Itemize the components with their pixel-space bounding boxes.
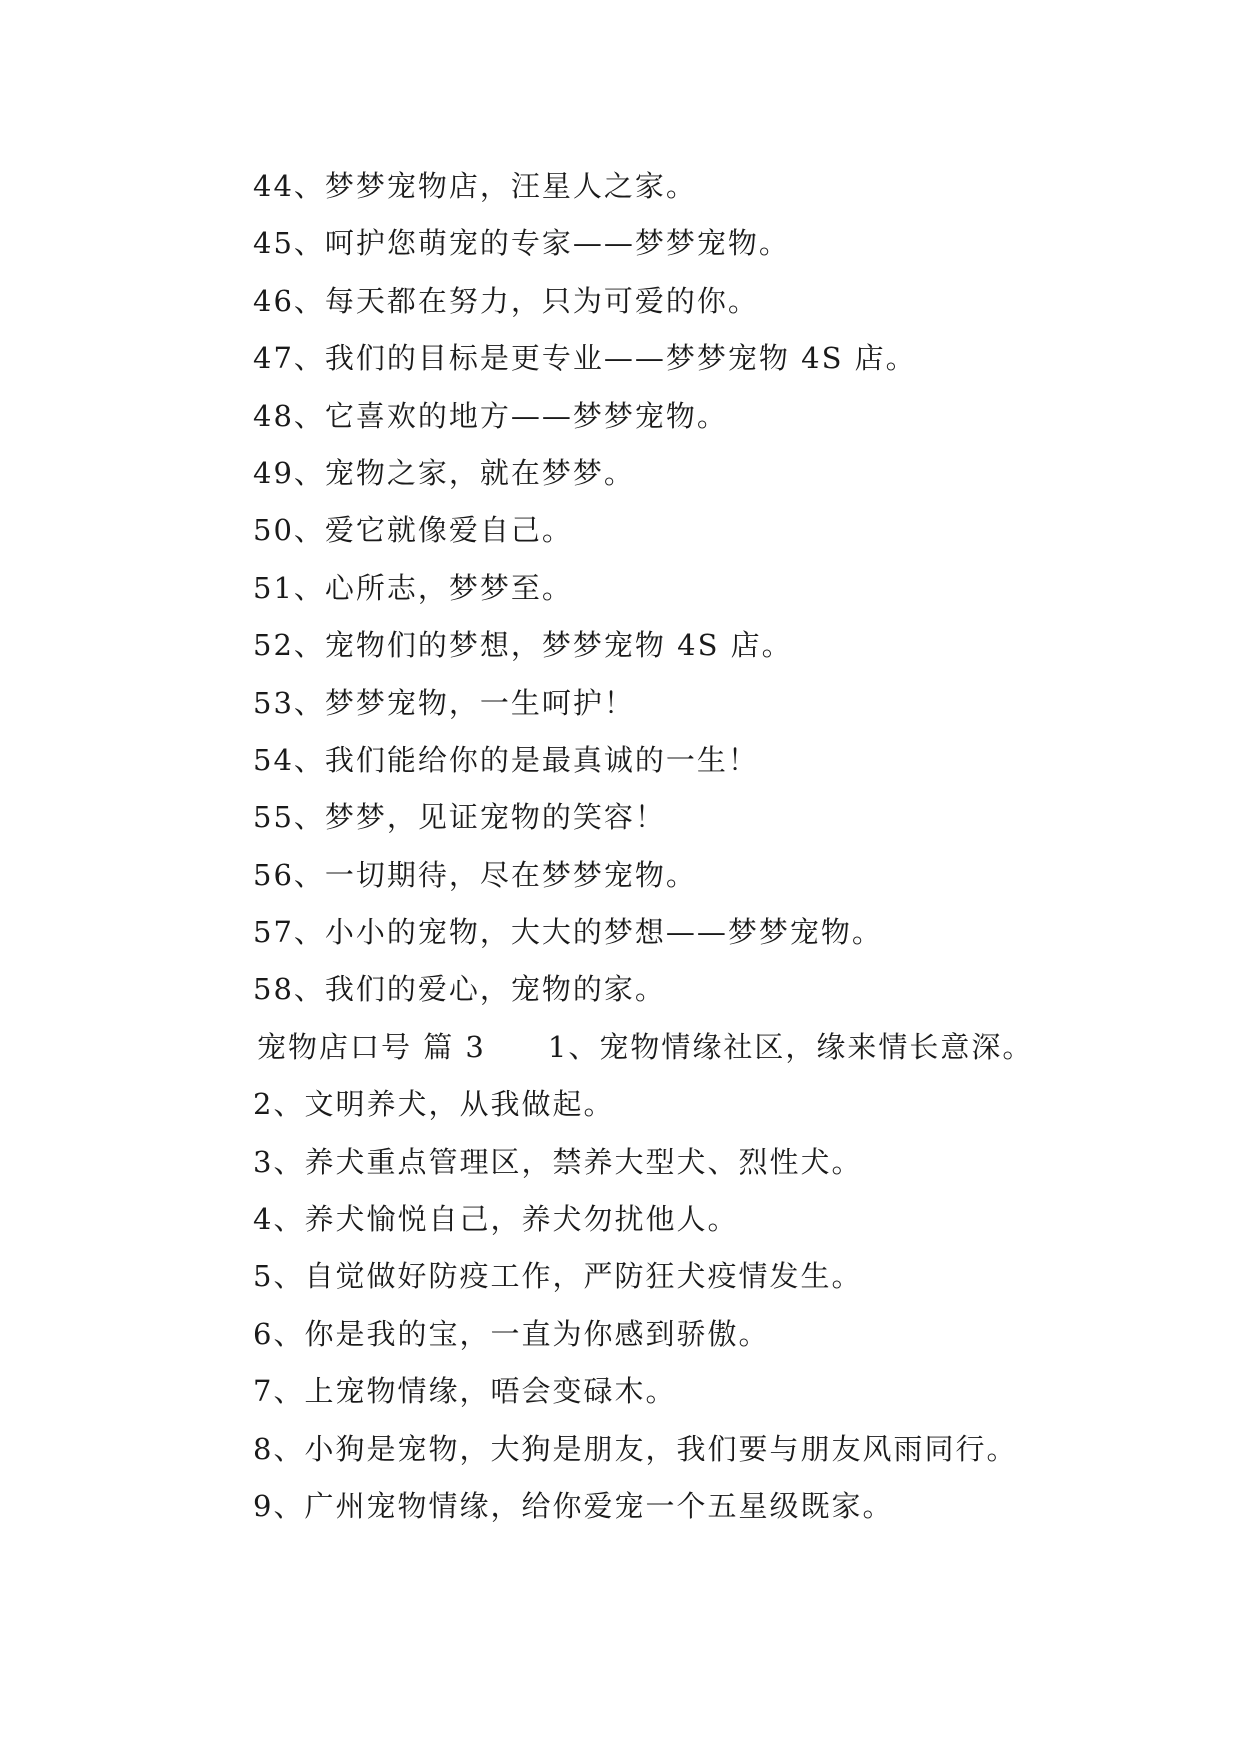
list-item: 47、我们的目标是更专业——梦梦宠物 4S 店。 — [253, 341, 917, 376]
list-item: 58、我们的爱心，宠物的家。 — [253, 972, 666, 1007]
list-item: 53、梦梦宠物，一生呵护！ — [253, 685, 635, 720]
list-item: 54、我们能给你的是最真诚的一生！ — [253, 742, 759, 777]
list-item: 44、梦梦宠物店，汪星人之家。 — [253, 169, 697, 203]
list-item: 52、宠物们的梦想，梦梦宠物 4S 店。 — [253, 628, 793, 663]
list-item: 48、它喜欢的地方——梦梦宠物。 — [253, 398, 728, 433]
list-item: 51、心所志，梦梦至。 — [253, 570, 573, 605]
list-item: 5、自觉做好防疫工作，严防狂犬疫情发生。 — [253, 1259, 863, 1294]
list-item: 6、你是我的宝，一直为你感到骄傲。 — [253, 1316, 770, 1351]
section-title: 宠物店口号 篇 3 — [257, 1029, 486, 1064]
list-item: 50、爱它就像爱自己。 — [253, 513, 573, 548]
list-item: 1、宠物情缘社区，缘来情长意深。 — [547, 1029, 1034, 1064]
list-item: 57、小小的宠物，大大的梦想——梦梦宠物。 — [253, 915, 883, 950]
list-item: 4、养犬愉悦自己，养犬勿扰他人。 — [253, 1202, 739, 1237]
list-item: 49、宠物之家，就在梦梦。 — [253, 455, 635, 490]
list-item: 7、上宠物情缘，唔会变碌木。 — [253, 1374, 677, 1409]
list-item: 46、每天都在努力，只为可爱的你。 — [253, 283, 759, 318]
list-item: 9、广州宠物情缘，给你爱宠一个五星级既家。 — [253, 1488, 894, 1523]
list-item: 8、小狗是宠物，大狗是朋友，我们要与朋友风雨同行。 — [253, 1431, 1018, 1466]
list-item: 2、文明养犬，从我做起。 — [253, 1087, 615, 1122]
slogan-list — [253, 158, 1033, 1535]
section-heading-line — [253, 1019, 1033, 1076]
list-item: 45、呵护您萌宠的专家——梦梦宠物。 — [253, 226, 790, 261]
list-item: 3、养犬重点管理区，禁养大型犬、烈性犬。 — [253, 1144, 863, 1179]
list-item: 55、梦梦，见证宠物的笑容！ — [253, 800, 666, 835]
list-item: 56、一切期待，尽在梦梦宠物。 — [253, 857, 697, 892]
